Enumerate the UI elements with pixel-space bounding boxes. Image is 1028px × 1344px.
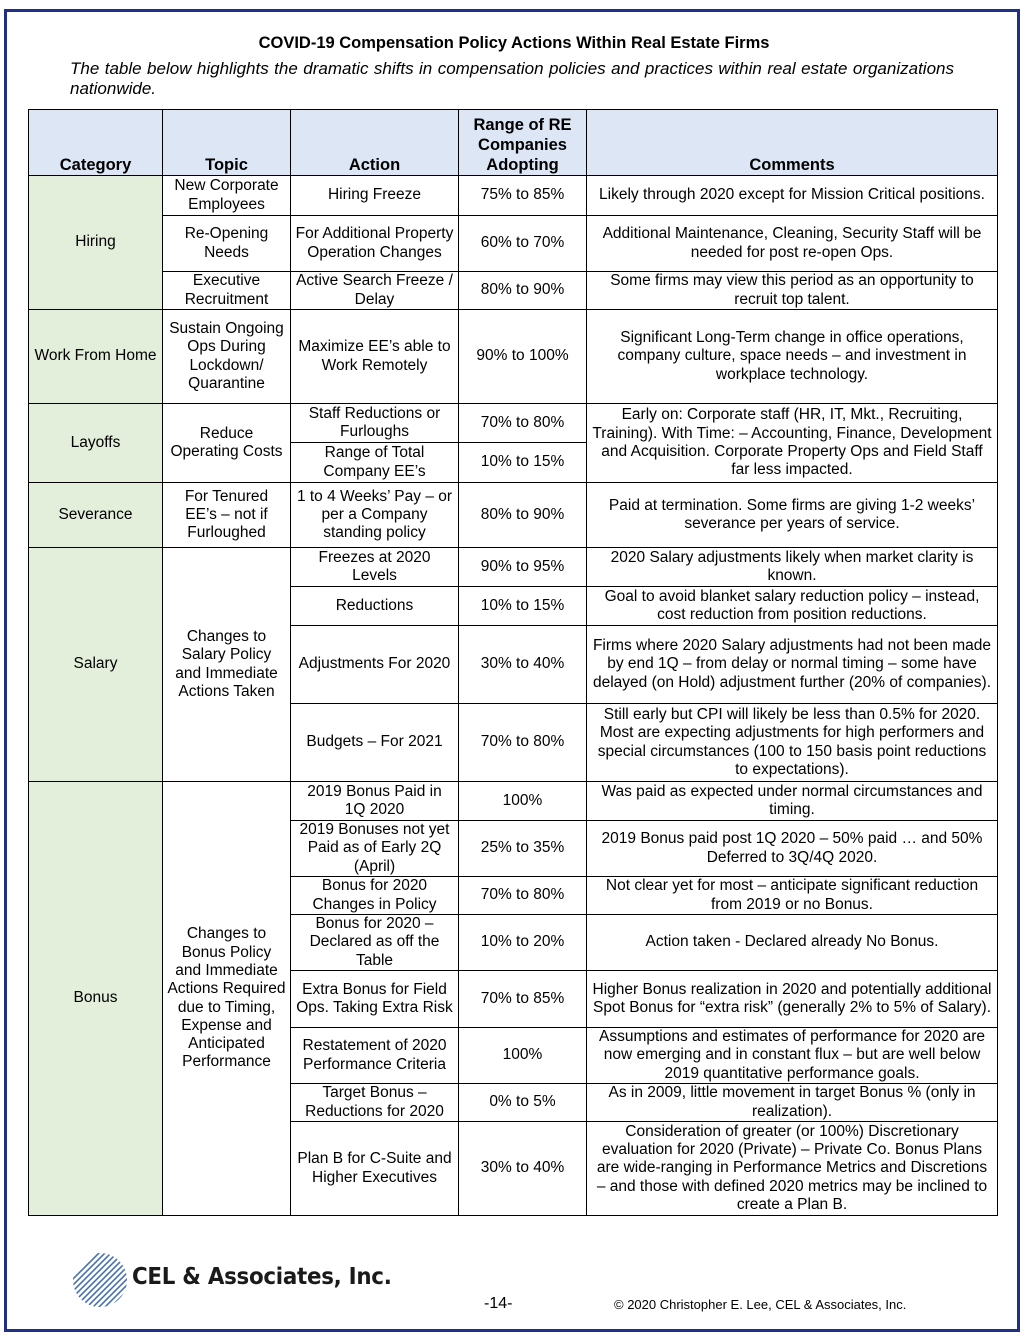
comment-cell: Likely through 2020 except for Mission Critical positions. — [587, 176, 998, 216]
topic-cell: New Corporate Employees — [163, 176, 291, 216]
table-row — [29, 216, 998, 272]
action-cell: Extra Bonus for Field Ops. Taking Extra Risk — [291, 971, 459, 1028]
company-name: CEL & Associates, Inc. — [132, 1264, 392, 1290]
comment-cell: Still early but CPI will likely be less than 0.5% for 2020. Most are expecting adjustments for high performers and special circumstances (100 to 150 basis point reductions to expectations). — [587, 704, 998, 782]
header-range: Range of RE Companies Adopting — [459, 110, 587, 176]
action-cell: Active Search Freeze / Delay — [291, 272, 459, 310]
action-cell: Restatement of 2020 Performance Criteria — [291, 1028, 459, 1084]
category-salary: Salary — [29, 548, 163, 782]
comment-cell: Not clear yet for most – anticipate significant reduction from 2019 or no Bonus. — [587, 877, 998, 915]
action-cell: 2019 Bonuses not yet Paid as of Early 2Q (April) — [291, 821, 459, 877]
range-cell: 60% to 70% — [459, 216, 587, 272]
range-cell: 70% to 80% — [459, 404, 587, 443]
header-comments: Comments — [587, 110, 998, 176]
action-cell: Maximize EE’s able to Work Remotely — [291, 310, 459, 404]
topic-cell: Reduce Operating Costs — [163, 404, 291, 483]
header-action: Action — [291, 110, 459, 176]
comment-cell: Additional Maintenance, Cleaning, Security Staff will be needed for post re-open Ops. — [587, 216, 998, 272]
topic-cell: Executive Recruitment — [163, 272, 291, 310]
range-cell: 70% to 85% — [459, 971, 587, 1028]
table-row — [29, 404, 998, 443]
range-cell: 10% to 15% — [459, 587, 587, 626]
comment-cell: Assumptions and estimates of performance for 2020 are now emerging and in constant flux – but are well below 2019 quantitative performance goals. — [587, 1028, 998, 1084]
page-title: COVID-19 Compensation Policy Actions Within Real Estate Firms — [258, 34, 770, 52]
range-cell: 100% — [459, 1028, 587, 1084]
action-cell: 1 to 4 Weeks’ Pay – or per a Company standing policy — [291, 483, 459, 548]
range-cell: 30% to 40% — [459, 626, 587, 704]
intro-paragraph: The table below highlights the dramatic shifts in compensation policies and practices within real estate organizations nationwide. — [70, 59, 954, 98]
compensation-table — [28, 109, 998, 1216]
comment-cell: Significant Long-Term change in office operations, company culture, space needs – and investment in workplace technology. — [587, 310, 998, 404]
action-cell: Staff Reductions or Furloughs — [291, 404, 459, 443]
topic-cell: Changes to Bonus Policy and Immediate Actions Required due to Timing, Expense and Anticipated Performance — [163, 782, 291, 1216]
comment-cell: 2019 Bonus paid post 1Q 2020 – 50% paid … and 50% Deferred to 3Q/4Q 2020. — [587, 821, 998, 877]
action-cell: 2019 Bonus Paid in 1Q 2020 — [291, 782, 459, 821]
copyright-notice: © 2020 Christopher E. Lee, CEL & Associates, Inc. — [614, 1297, 907, 1312]
action-cell: Bonus for 2020 Changes in Policy — [291, 877, 459, 915]
action-cell: For Additional Property Operation Changes — [291, 216, 459, 272]
table-row — [29, 483, 998, 548]
table-header-row — [29, 110, 998, 176]
comment-cell: Some firms may view this period as an opportunity to recruit top talent. — [587, 272, 998, 310]
comment-cell: 2020 Salary adjustments likely when market clarity is known. — [587, 548, 998, 587]
header-category: Category — [29, 110, 163, 176]
topic-cell: Sustain Ongoing Ops During Lockdown/ Quarantine — [163, 310, 291, 404]
range-cell: 100% — [459, 782, 587, 821]
topic-cell: Changes to Salary Policy and Immediate Actions Taken — [163, 548, 291, 782]
range-cell: 80% to 90% — [459, 483, 587, 548]
category-severance: Severance — [29, 483, 163, 548]
comment-cell: Early on: Corporate staff (HR, IT, Mkt., Recruiting, Training). With Time: – Accounting, Finance, Development and Acquisition. Corporate Property Ops and Field Staff far less impacted. — [587, 404, 998, 483]
company-logo-icon — [70, 1252, 130, 1308]
comment-cell: Was paid as expected under normal circumstances and timing. — [587, 782, 998, 821]
category-work-from-home: Work From Home — [29, 310, 163, 404]
table-row — [29, 548, 998, 587]
table-row — [29, 310, 998, 404]
range-cell: 10% to 15% — [459, 443, 587, 483]
comment-cell: Higher Bonus realization in 2020 and potentially additional Spot Bonus for “extra risk” (generally 2% to 5% of Salary). — [587, 971, 998, 1028]
range-cell: 0% to 5% — [459, 1084, 587, 1122]
comment-cell: Paid at termination. Some firms are giving 1-2 weeks’ severance per years of service. — [587, 483, 998, 548]
category-layoffs: Layoffs — [29, 404, 163, 483]
action-cell: Range of Total Company EE’s — [291, 443, 459, 483]
table-row — [29, 272, 998, 310]
action-cell: Plan B for C-Suite and Higher Executives — [291, 1122, 459, 1216]
range-cell: 10% to 20% — [459, 915, 587, 971]
action-cell: Freezes at 2020 Levels — [291, 548, 459, 587]
comment-cell: Consideration of greater (or 100%) Discretionary evaluation for 2020 (Private) – Private Co. Bonus Plans are wide-ranging in Performance Metrics and Discretions – and those with defined 2020 metrics may be inclined to create a Plan B. — [587, 1122, 998, 1216]
action-cell: Adjustments For 2020 — [291, 626, 459, 704]
action-cell: Reductions — [291, 587, 459, 626]
header-topic: Topic — [163, 110, 291, 176]
comment-cell: As in 2009, little movement in target Bonus % (only in realization). — [587, 1084, 998, 1122]
range-cell: 90% to 100% — [459, 310, 587, 404]
table-row — [29, 176, 998, 216]
category-hiring: Hiring — [29, 176, 163, 310]
range-cell: 90% to 95% — [459, 548, 587, 587]
page-number: -14- — [484, 1295, 513, 1312]
action-cell: Budgets – For 2021 — [291, 704, 459, 782]
comment-cell: Action taken - Declared already No Bonus. — [587, 915, 998, 971]
range-cell: 80% to 90% — [459, 272, 587, 310]
range-cell: 30% to 40% — [459, 1122, 587, 1216]
topic-cell: For Tenured EE’s – not if Furloughed — [163, 483, 291, 548]
action-cell: Hiring Freeze — [291, 176, 459, 216]
category-bonus: Bonus — [29, 782, 163, 1216]
range-cell: 70% to 80% — [459, 877, 587, 915]
range-cell: 75% to 85% — [459, 176, 587, 216]
comment-cell: Firms where 2020 Salary adjustments had not been made by end 1Q – from delay or normal timing – some have delayed (on Hold) adjustment further (20% of companies). — [587, 626, 998, 704]
action-cell: Target Bonus – Reductions for 2020 — [291, 1084, 459, 1122]
range-cell: 25% to 35% — [459, 821, 587, 877]
action-cell: Bonus for 2020 – Declared as off the Table — [291, 915, 459, 971]
comment-cell: Goal to avoid blanket salary reduction policy – instead, cost reduction from position reductions. — [587, 587, 998, 626]
range-cell: 70% to 80% — [459, 704, 587, 782]
topic-cell: Re-Opening Needs — [163, 216, 291, 272]
table-row — [29, 782, 998, 821]
